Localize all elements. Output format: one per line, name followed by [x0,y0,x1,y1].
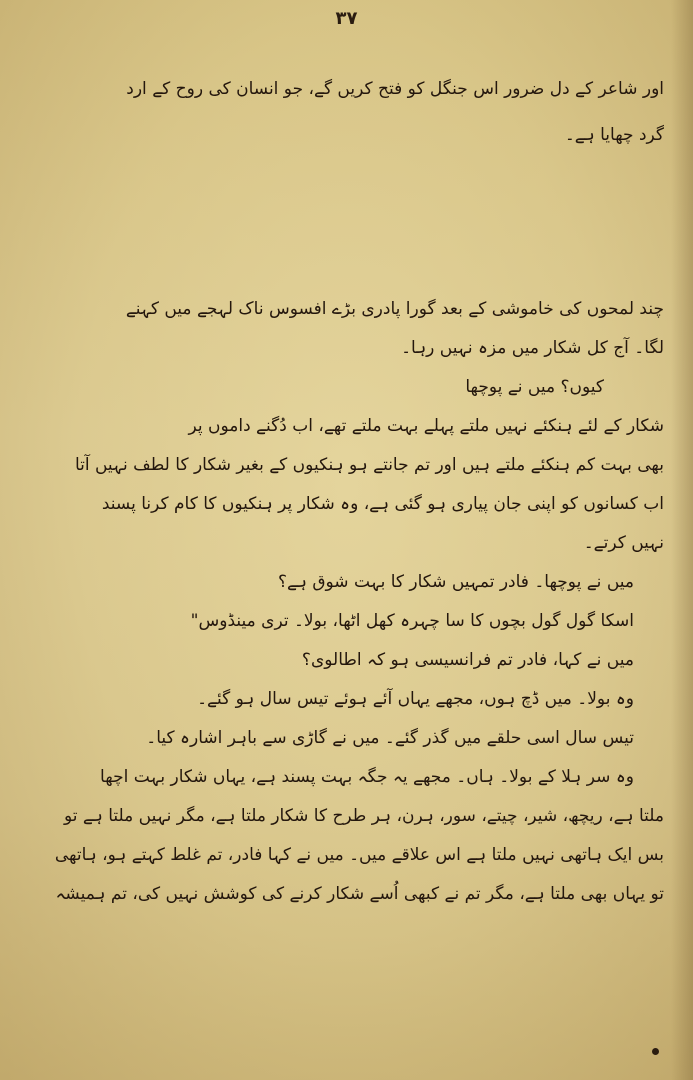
text-line: وہ بولا۔ میں ڈچ ہوں، مجھے یہاں آئے ہوئے تیس سال ہو گئے۔ [197,689,634,709]
page-number: ۳۷ [335,8,358,29]
text-line: میں نے پوچھا۔ فادر تمہیں شکار کا بہت شوق ہے؟ [277,572,634,592]
page-dot-mark [652,1048,659,1055]
text-line: چند لمحوں کی خاموشی کے بعد گورا پادری بڑے افسوس ناک لہجے میں کہنے [125,299,664,319]
text-line: شکار کے لئے ہنکئے نہیں ملتے پہلے بہت ملتے تھے، اب دُگنے داموں پر [188,416,664,436]
page-edge-shadow [671,0,693,1080]
text-line: بس ایک ہاتھی نہیں ملتا ہے اس علاقے میں۔ میں نے کہا فادر، تم غلط کہتے ہو، ہاتھی [54,845,664,865]
text-line: تیس سال اسی حلقے میں گذر گئے۔ میں نے گاڑی سے باہر اشارہ کیا۔ [146,728,634,748]
text-line: لگا۔ آج کل شکار میں مزہ نہیں رہا۔ [401,338,664,358]
text-line: بھی بہت کم ہنکئے ملتے ہیں اور تم جانتے ہو ہنکیوں کے بغیر شکار کا لطف نہیں آتا [74,455,664,475]
text-line: وہ سر ہلا کے بولا۔ ہاں۔ مجھے یہ جگہ بہت پسند ہے، یہاں شکار بہت اچھا [100,767,634,787]
text-line: نہیں کرتے۔ [583,533,664,553]
top-paragraph [28,66,664,158]
text-line: تو یہاں بھی ملتا ہے، مگر تم نے کبھی اُسے شکار کرنے کی کوشش نہیں کی، تم ہمیشہ [55,884,664,904]
text-line: کیوں؟ میں نے پوچھا [465,377,604,397]
text-line: اور شاعر کے دل ضرور اس جنگل کو فتح کریں گے، جو انسان کی روح کے ارد [126,79,664,99]
main-text [28,290,664,914]
text-line: اب کسانوں کو اپنی جان پیاری ہو گئی ہے، وہ شکار پر ہنکیوں کا کام کرنا پسند [101,494,664,514]
text-line: گرد چھایا ہے۔ [564,125,664,145]
text-line: میں نے کہا، فادر تم فرانسیسی ہو کہ اطالوی؟ [301,650,634,670]
text-line: ملتا ہے، ریچھ، شیر، چیتے، سور، ہرن، ہر طرح کا شکار ملتا ہے، مگر نہیں ملتا ہے تو [63,806,664,826]
text-line: اسکا گول گول بچوں کا سا چہرہ کھل اٹھا، بولا۔ تری مینڈوس" [190,611,634,631]
